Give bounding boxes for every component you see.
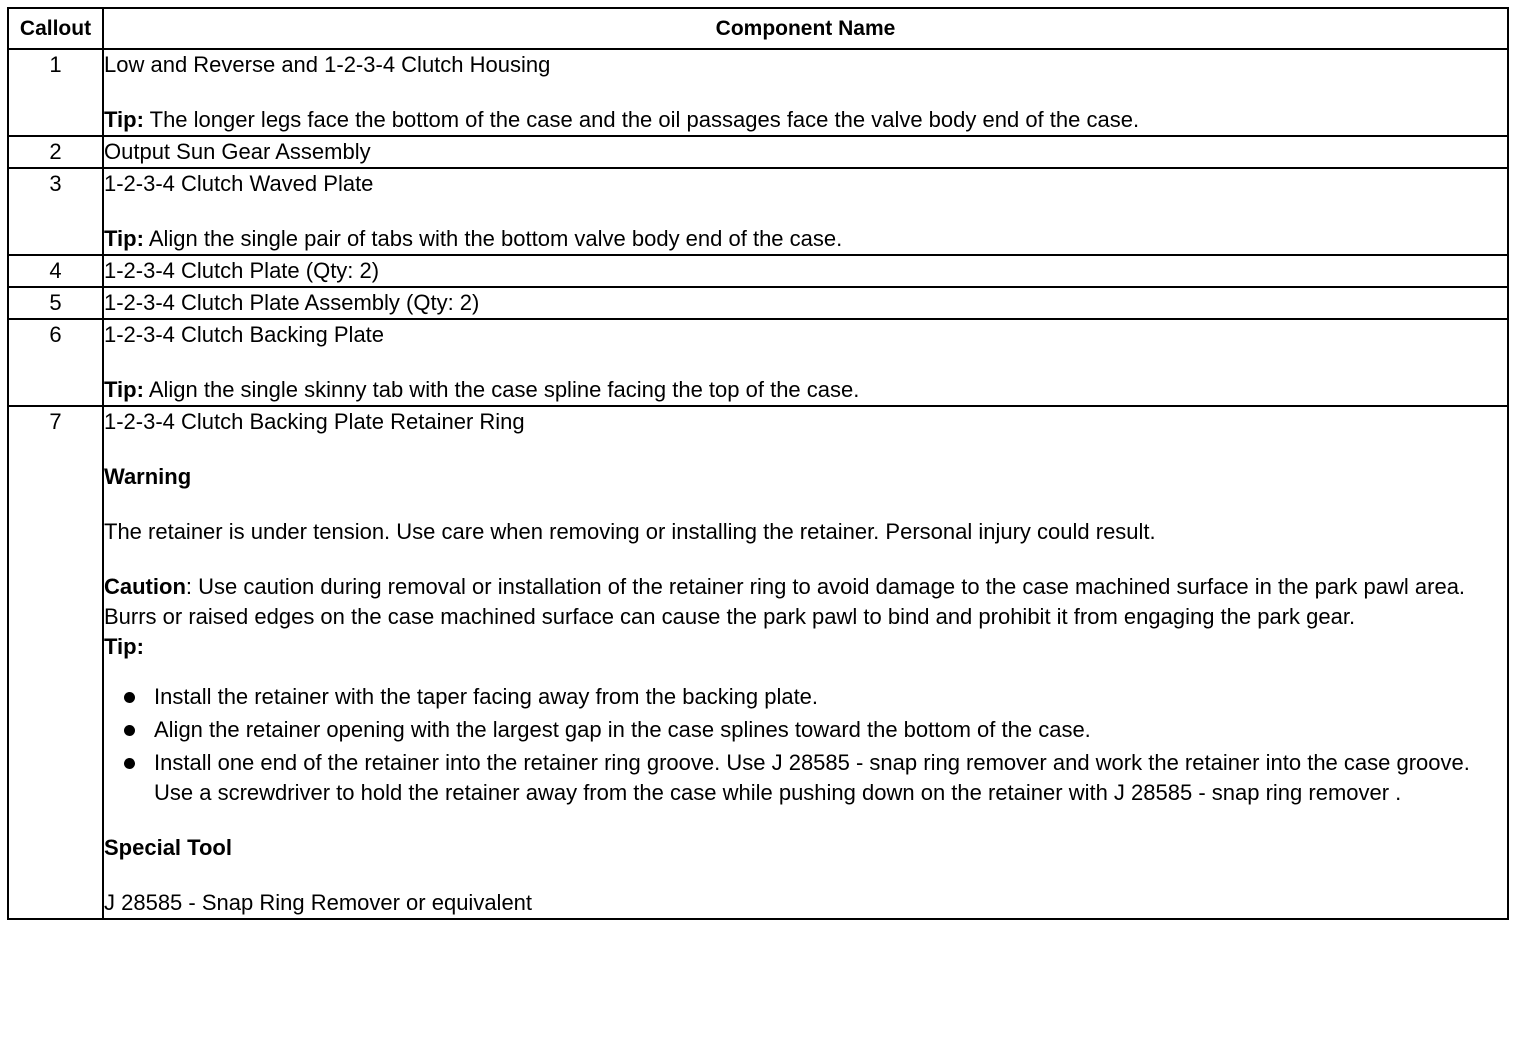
tip-label: Tip: bbox=[104, 377, 144, 402]
component-table bbox=[7, 7, 1509, 920]
component-name: 1-2-3-4 Clutch Waved Plate bbox=[104, 171, 374, 196]
tip-text: Align the single skinny tab with the case spline facing the top of the case. bbox=[143, 377, 860, 402]
callout-cell: 1 bbox=[8, 49, 103, 136]
component-name: Low and Reverse and 1-2-3-4 Clutch Housing bbox=[104, 52, 551, 77]
list-item bbox=[104, 715, 1507, 745]
bullet-icon bbox=[124, 758, 135, 769]
callout-cell: 7 bbox=[8, 406, 103, 919]
tip-label: Tip: bbox=[104, 107, 144, 132]
tip-line bbox=[104, 105, 1507, 135]
callout-cell: 4 bbox=[8, 255, 103, 287]
caution-label: Caution bbox=[104, 574, 186, 599]
bullet-icon bbox=[124, 692, 135, 703]
table-row bbox=[8, 287, 1508, 319]
tip-text: Align the single pair of tabs with the bottom valve body end of the case. bbox=[143, 226, 843, 251]
component-name: 1-2-3-4 Clutch Backing Plate bbox=[104, 322, 385, 347]
table-row bbox=[8, 136, 1508, 168]
tip-item-text: Install one end of the retainer into the retainer ring groove. Use J 28585 - snap ring remover and work the retainer into the case groove. Use a screwdriver to hold the retainer away from the case while pushing down on the retainer with J 28585 - snap ring remover . bbox=[154, 750, 1470, 805]
warning-label: Warning bbox=[104, 464, 192, 489]
component-name: 1-2-3-4 Clutch Plate (Qty: 2) bbox=[104, 258, 380, 283]
warning-heading bbox=[104, 462, 1507, 492]
component-name: 1-2-3-4 Clutch Plate Assembly (Qty: 2) bbox=[104, 290, 480, 315]
component-cell bbox=[103, 319, 1508, 406]
component-cell bbox=[103, 255, 1508, 287]
callout-cell: 6 bbox=[8, 319, 103, 406]
warning-text: The retainer is under tension. Use care when removing or installing the retainer. Personal injury could result. bbox=[104, 519, 1156, 544]
table-row bbox=[8, 319, 1508, 406]
table-row bbox=[8, 168, 1508, 255]
document-page bbox=[7, 7, 1509, 920]
component-cell bbox=[103, 287, 1508, 319]
callout-cell: 2 bbox=[8, 136, 103, 168]
table-row bbox=[8, 255, 1508, 287]
callout-cell: 5 bbox=[8, 287, 103, 319]
callout-cell: 3 bbox=[8, 168, 103, 255]
special-tool-heading bbox=[104, 833, 1507, 863]
component-name: 1-2-3-4 Clutch Backing Plate Retainer Ring bbox=[104, 409, 525, 434]
tip-label: Tip: bbox=[104, 226, 144, 251]
tip-line bbox=[104, 224, 1507, 254]
tip-item-text: Install the retainer with the taper facing away from the backing plate. bbox=[154, 684, 819, 709]
tip-item-text: Align the retainer opening with the largest gap in the case splines toward the bottom of the case. bbox=[154, 717, 1091, 742]
tip-list bbox=[104, 682, 1507, 808]
table-row bbox=[8, 49, 1508, 136]
table-header-row bbox=[8, 8, 1508, 49]
component-cell bbox=[103, 406, 1508, 919]
header-component-name: Component Name bbox=[103, 8, 1508, 49]
component-cell bbox=[103, 49, 1508, 136]
component-cell bbox=[103, 168, 1508, 255]
special-tool-label: Special Tool bbox=[104, 835, 232, 860]
special-tool-text: J 28585 - Snap Ring Remover or equivalent bbox=[104, 890, 533, 915]
tip-text: The longer legs face the bottom of the case and the oil passages face the valve body end of the case. bbox=[143, 107, 1140, 132]
table-row bbox=[8, 406, 1508, 919]
bullet-icon bbox=[124, 725, 135, 736]
tip-line bbox=[104, 632, 1507, 662]
component-name: Output Sun Gear Assembly bbox=[104, 139, 371, 164]
list-item bbox=[104, 682, 1507, 712]
list-item bbox=[104, 748, 1507, 808]
tip-line bbox=[104, 375, 1507, 405]
tip-label: Tip: bbox=[104, 634, 144, 659]
caution-line bbox=[104, 572, 1507, 632]
header-callout: Callout bbox=[8, 8, 103, 49]
component-cell bbox=[103, 136, 1508, 168]
caution-text: : Use caution during removal or installation of the retainer ring to avoid damage to the case machined surface in the park pawl area. Burrs or raised edges on the case machined surface can cause the park pawl to bind and prohibit it from engaging the park gear. bbox=[104, 574, 1466, 629]
